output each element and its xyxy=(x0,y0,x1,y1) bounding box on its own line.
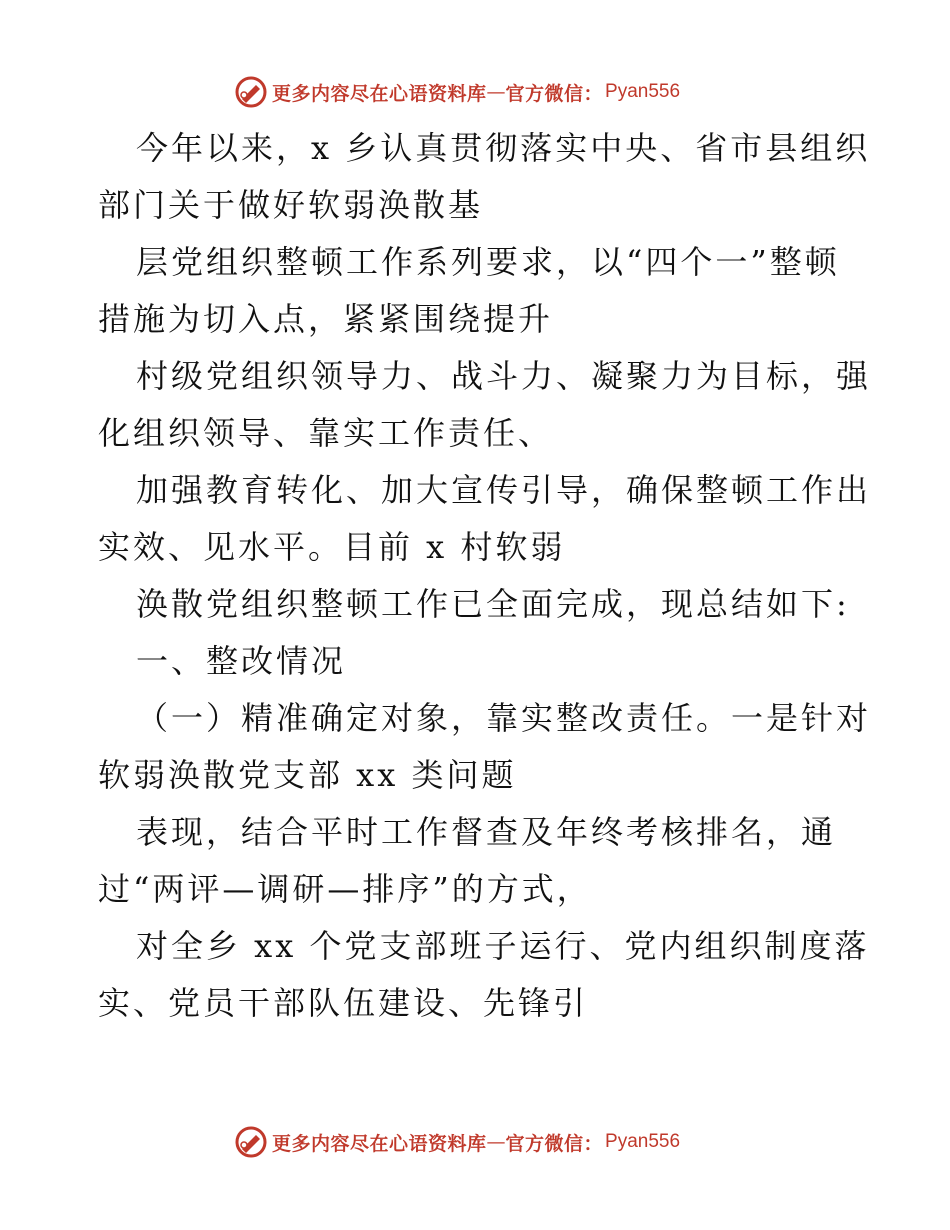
pen-logo-icon xyxy=(234,1125,268,1159)
body-text xyxy=(98,120,872,1032)
watermark-site-text: 更多内容尽在心语资料库 xyxy=(272,1132,487,1155)
watermark-wechat-label: 官方微信： xyxy=(505,1132,604,1155)
text-line: （一）精准确定对象，靠实整改责任。一是针对 xyxy=(136,699,872,737)
text-line: 措施为切入点，紧紧围绕提升 xyxy=(98,300,554,338)
watermark-dash: — xyxy=(486,1131,506,1153)
pen-logo-icon xyxy=(234,75,268,109)
text-line: 加强教育转化、加大宣传引导，确保整顿工作出 xyxy=(136,471,872,509)
footer-watermark xyxy=(234,1122,714,1162)
text-line: 层党组织整顿工作系列要求，以“四个一”整顿 xyxy=(136,243,840,281)
text-line: 化组织领导、靠实工作责任、 xyxy=(98,414,554,452)
text-line: 对全乡 xx 个党支部班子运行、党内组织制度落 xyxy=(136,927,870,965)
watermark-handle: Pyan556 xyxy=(605,1131,681,1152)
section-heading: 一、整改情况 xyxy=(136,642,347,680)
text-line: 涣散党组织整顿工作已全面完成，现总结如下: xyxy=(136,585,850,623)
text-line: 部门关于做好软弱涣散基 xyxy=(98,186,484,224)
watermark-handle: Pyan556 xyxy=(605,81,681,102)
header-watermark xyxy=(234,72,714,112)
watermark-site-text: 更多内容尽在心语资料库 xyxy=(272,82,487,105)
text-line: 实效、见水平。目前 x 村软弱 xyxy=(98,528,566,566)
watermark-dash: — xyxy=(486,81,506,103)
text-line: 表现，结合平时工作督查及年终考核排名，通 xyxy=(136,813,837,851)
text-line: 村级党组织领导力、战斗力、凝聚力为目标，强 xyxy=(136,357,872,395)
text-line: 软弱涣散党支部 xx 类问题 xyxy=(98,756,517,794)
watermark-wechat-label: 官方微信： xyxy=(505,82,604,105)
text-line: 实、党员干部队伍建设、先锋引 xyxy=(98,984,589,1022)
text-line: 今年以来，x 乡认真贯彻落实中央、省市县组织 xyxy=(136,129,871,167)
text-line: 过“两评—调研—排序”的方式， xyxy=(98,870,592,908)
